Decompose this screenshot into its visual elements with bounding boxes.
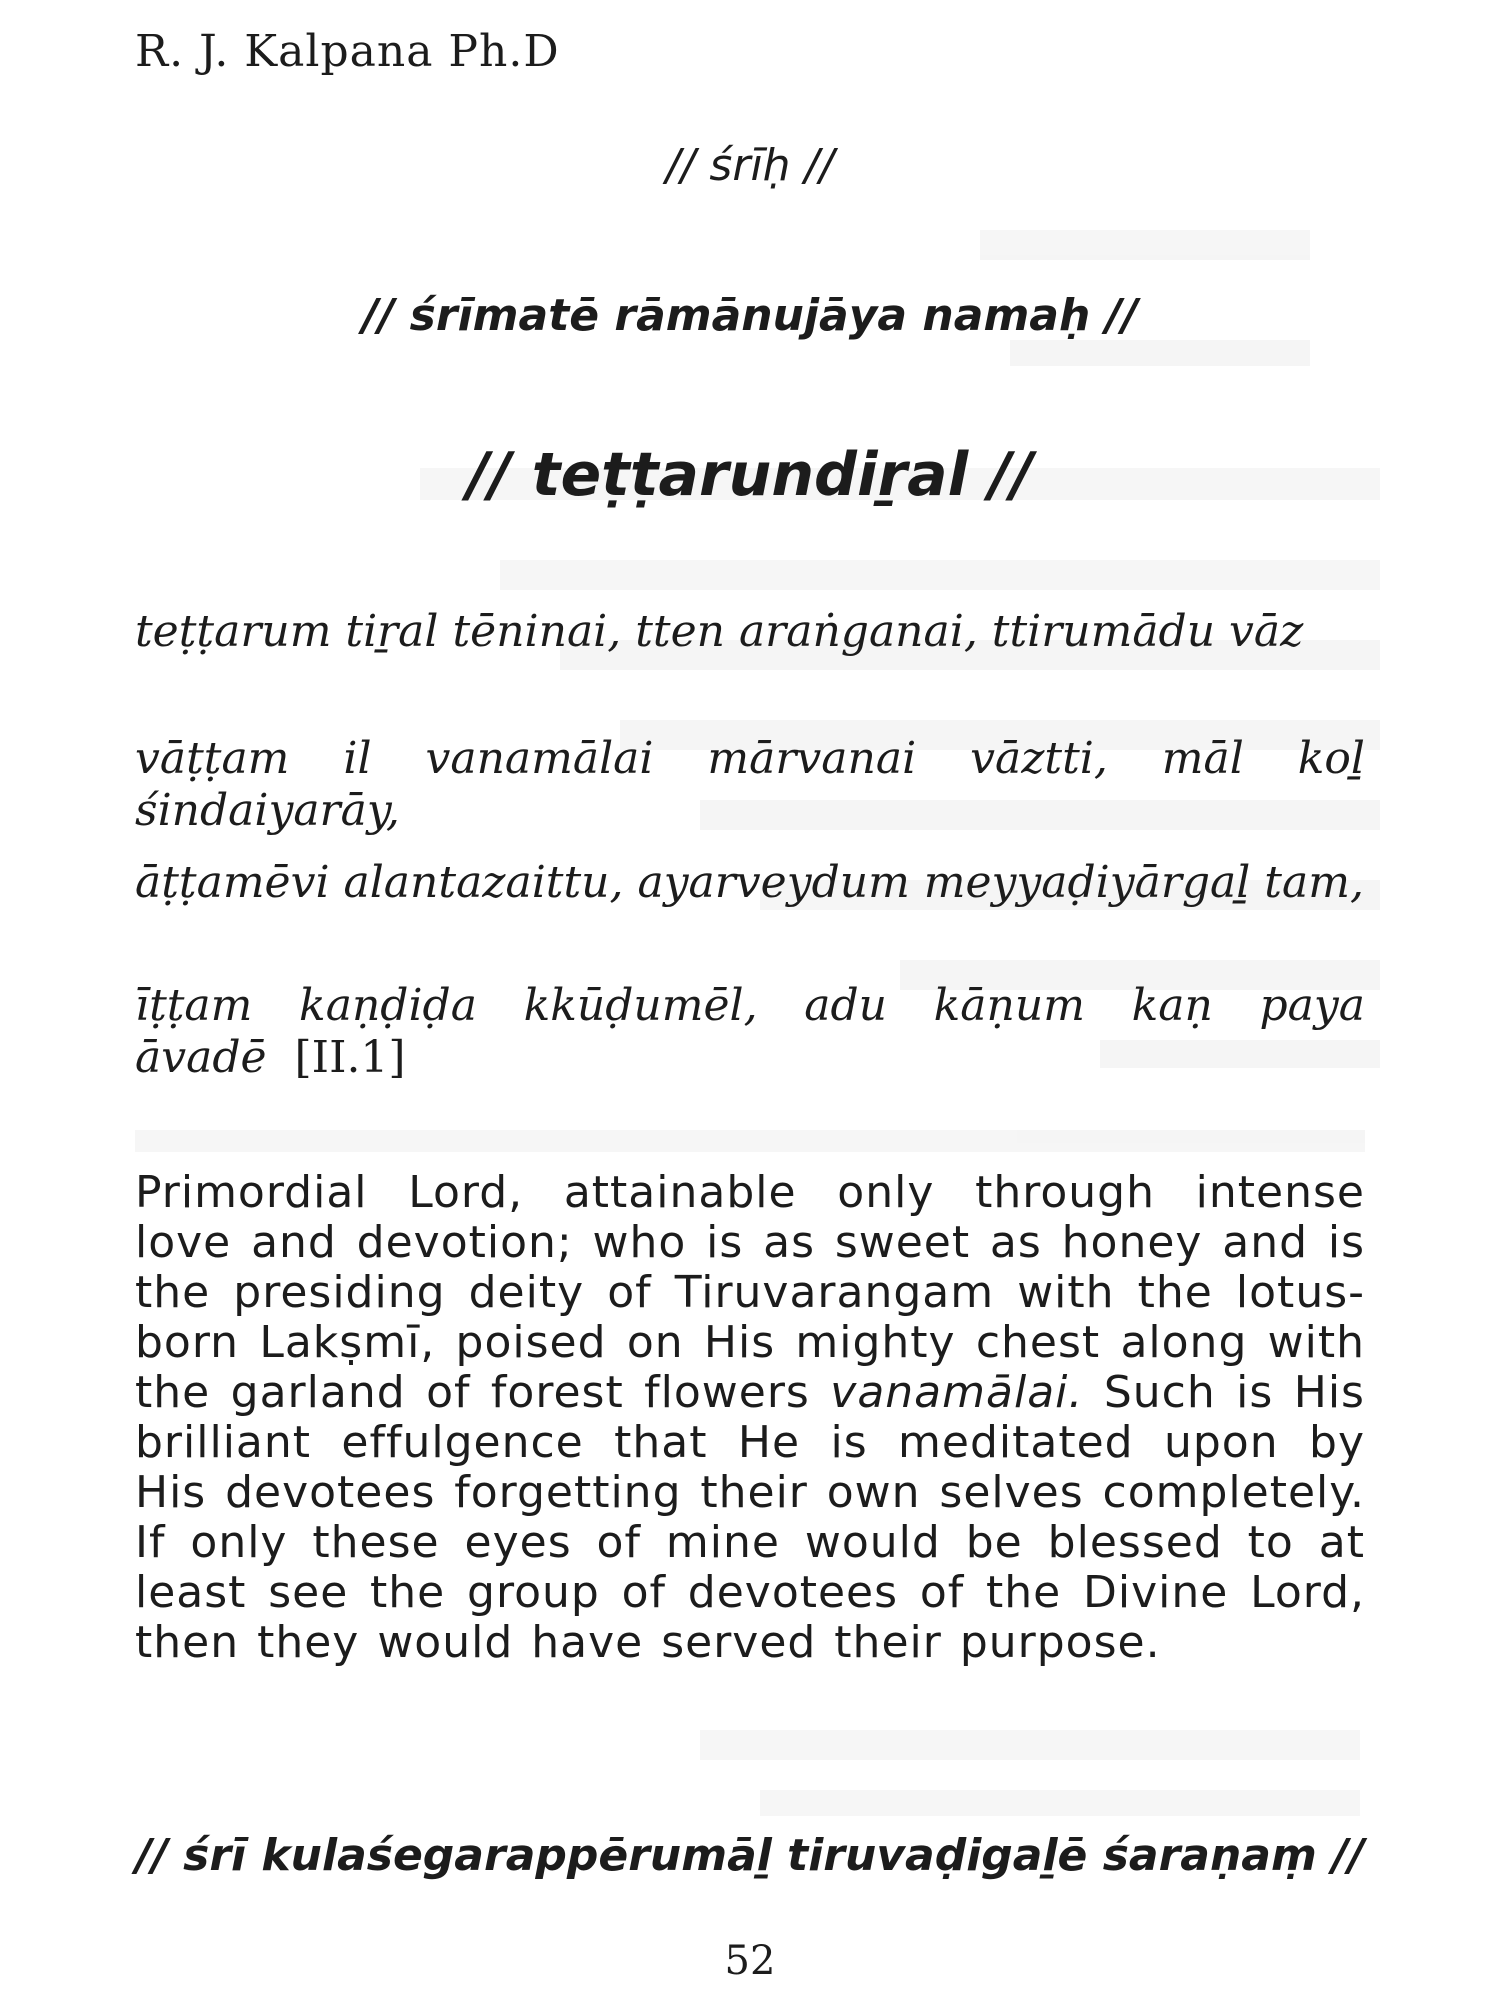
translation-italic-term: vanamālai. (830, 1367, 1084, 1418)
verse-line-1: teṭṭarum tiṟal tēninai, tten araṅganai, ttirumādu vāz (135, 606, 1304, 657)
invocation-srih: // śrīḥ // (665, 140, 835, 191)
translation-text-part-1: Primordial Lord, attainable only through intense love and devotion; who is as sweet as honey and is the presiding deity of Tiruvarangam with the lotus-born Lakṣmī, poised on His mighty chest along with the garland of forest flowers (135, 1167, 1365, 1418)
verse-line-3: āṭṭamēvi alantazaittu, ayarveydum meyyaḍiyārgaḻ tam, (135, 857, 1364, 908)
translation-text-part-2: Such is His brilliant effulgence that He is meditated upon by His devotees forgetting their own selves completely. If only these eyes of mine would be blessed to at least see the group of devotees of the Divine Lord, then they would have served their purpose. (135, 1367, 1365, 1668)
verse-line-4-text: īṭṭam kaṇḍiḍa kkūḍumēl, adu kāṇum kaṇ paya āvadē (135, 980, 1365, 1083)
running-header-author: R. J. Kalpana Ph.D (135, 26, 560, 77)
verse-line-4 (135, 980, 1365, 1084)
verse-line-2: vāṭṭam il vanamālai mārvanai vāztti, māl koḻ śindaiyarāy, (135, 733, 1365, 836)
translation-paragraph (135, 1168, 1365, 1668)
invocation-ramanuja: // śrīmatē rāmānujāya namaḥ // (362, 290, 1138, 341)
verse-reference: [II.1] (294, 1032, 406, 1083)
verse-title: // teṭṭarundiṟal // (467, 440, 1033, 510)
page-number: 52 (724, 1938, 776, 1984)
closing-invocation: // śrī kulaśegarappērumāḻ tiruvaḍigaḻē śaraṇaṃ // (135, 1830, 1365, 1881)
